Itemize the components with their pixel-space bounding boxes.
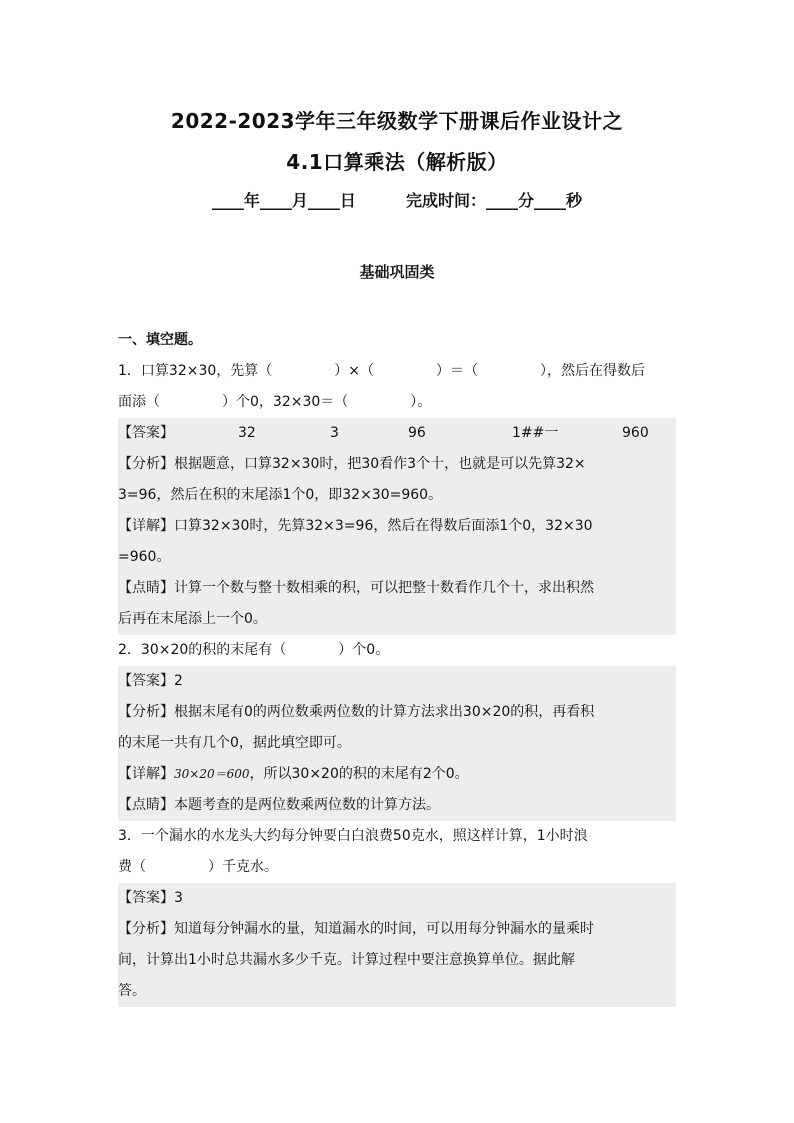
part-heading: 一、填空题。 <box>118 332 202 348</box>
q2-detail-label: 【详解】 <box>118 766 174 782</box>
title-line-2: 4.1口算乘法（解析版） <box>286 150 508 174</box>
q1-text-e: 面添（ <box>118 394 160 410</box>
q1-answer-2: 3 <box>330 425 339 441</box>
q3-analysis-line-1: 【分析】知道每分钟漏水的量，知道漏水的时间，可以用每分钟漏水的量乘时 <box>118 914 676 945</box>
q2-text-b: ）个0。 <box>338 642 390 658</box>
q2-stem <box>118 635 676 666</box>
q3-stem-line-2 <box>118 852 676 883</box>
q1-text-d: ），然后在得数后 <box>540 363 646 379</box>
q2-tip-line: 【点睛】本题考查的是两位数乘两位数的计算方法。 <box>118 790 676 821</box>
q1-analysis-line-1: 【分析】根据题意，口算32×30时，把30看作3个十，也就是可以先算32× <box>118 449 676 480</box>
q1-detail-line-1: 【详解】口算32×30时，先算32×3=96，然后在得数后面添1个0，32×30 <box>118 511 676 542</box>
q2-analysis-line-2: 的末尾一共有几个0，据此填空即可。 <box>118 728 676 759</box>
q1-answer-row <box>118 418 676 449</box>
q2-answer-row: 【答案】2 <box>118 666 676 697</box>
q2-detail-rest: ，所以30×20的积的末尾有2个0。 <box>249 766 469 782</box>
date-and-time-line: ____年____月____日 完成时间：____分____秒 <box>211 191 583 210</box>
q1-text-c: ）＝（ <box>436 363 479 379</box>
question-content <box>118 325 676 1007</box>
q1-answer-1: 32 <box>238 425 256 441</box>
q3-analysis-line-2: 间，计算出1小时总共漏水多少千克。计算过程中要注意换算单位。据此解 <box>118 945 676 976</box>
q3-text-b: ）千克水。 <box>208 859 278 875</box>
q2-detail-line <box>118 759 676 790</box>
q2-detail-formula: 30×20＝600 <box>174 767 250 781</box>
q3-answer-row: 【答案】3 <box>118 883 676 914</box>
q1-answer-4: 1##一 <box>512 425 559 441</box>
q1-analysis-line-2: 3=96，然后在积的末尾添1个0，即32×30=960。 <box>118 480 676 511</box>
q1-answer-3: 96 <box>408 425 426 441</box>
q3-stem-line-1: 3．一个漏水的水龙头大约每分钟要白白浪费50克水，照这样计算，1小时浪 <box>118 828 588 844</box>
q1-answer-label: 【答案】 <box>118 425 174 441</box>
q1-tip-line-2: 后再在末尾添上一个0。 <box>118 604 676 635</box>
q2-text-a: 2．30×20的积的末尾有（ <box>118 642 287 658</box>
q1-text-b: ）×（ <box>334 363 375 379</box>
q3-text-a: 费（ <box>118 859 146 875</box>
q1-text-f: ）个0，32×30＝（ <box>222 394 349 410</box>
q1-answer-5: 960 <box>622 425 649 441</box>
title-line-1: 2022-2023学年三年级数学下册课后作业设计之 <box>170 109 624 133</box>
q1-text-g: ）。 <box>410 394 432 410</box>
q1-text-a: 1．口算32×30，先算（ <box>118 363 273 379</box>
q2-analysis-line-1: 【分析】根据末尾有0的两位数乘两位数的计算方法求出30×20的积，再看积 <box>118 697 676 728</box>
section-heading: 基础巩固类 <box>359 263 435 281</box>
q1-tip-line-1: 【点睛】计算一个数与整十数相乘的积，可以把整十数看作几个十，求出积然 <box>118 573 676 604</box>
q1-stem-line-2 <box>118 387 676 418</box>
q1-stem-line-1 <box>118 356 676 387</box>
q1-detail-line-2: =960。 <box>118 542 676 573</box>
q3-analysis-line-3: 答。 <box>118 976 676 1007</box>
